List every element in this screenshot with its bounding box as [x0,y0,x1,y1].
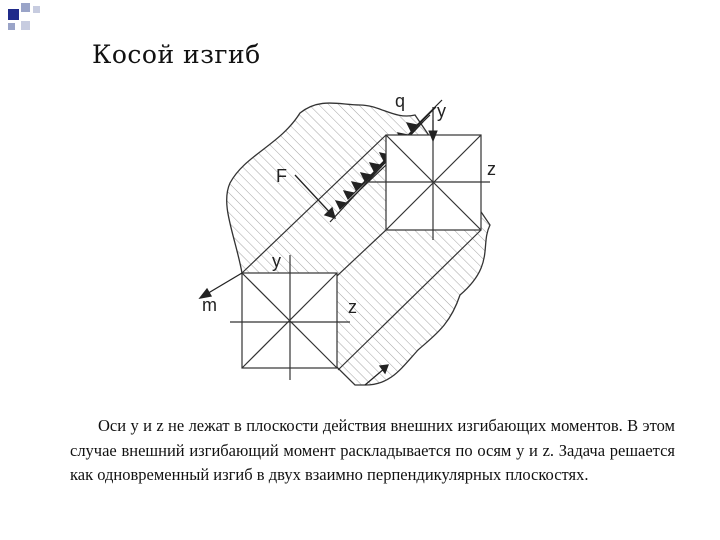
page-title: Косой изгиб [92,40,261,69]
label-y-top: y [437,101,446,121]
oblique-bending-diagram [190,85,510,405]
label-q: q [395,91,406,111]
label-z-bottom: z [348,297,357,317]
lower-cross-section [230,255,350,380]
label-z-top: z [487,159,496,179]
corner-decoration [0,0,60,40]
label-m: m [202,295,217,315]
description-paragraph [70,414,675,488]
label-y-bottom: y [272,251,281,271]
label-f: F [276,166,287,186]
description-text: Оси y и z не лежат в плоскости действия внешних изгибающих моментов. В этом случае внешний изгибающий момент раскладывается по осям y и z. Задача решается как одновременный изгиб в двух взаимно перпендикулярных плоскостях. [70,416,675,484]
